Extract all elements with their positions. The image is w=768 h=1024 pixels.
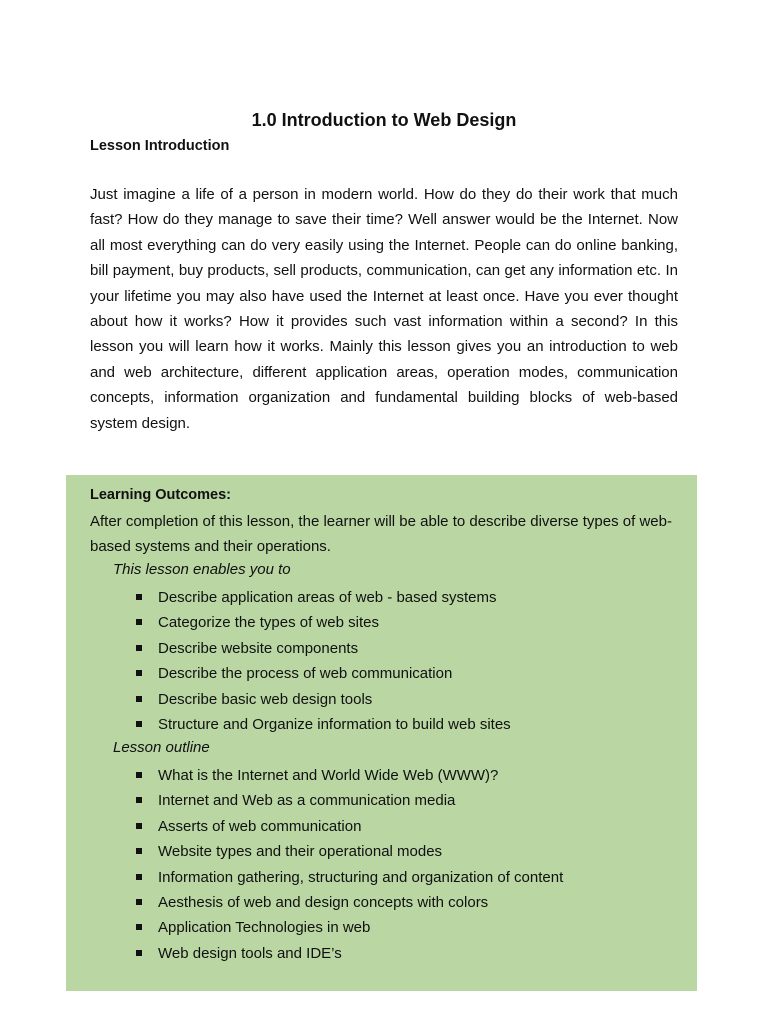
square-bullet-icon: [136, 950, 142, 956]
list-item-text: Categorize the types of web sites: [158, 614, 379, 632]
square-bullet-icon: [136, 721, 142, 727]
square-bullet-icon: [136, 696, 142, 702]
list-item-text: What is the Internet and World Wide Web (WWW)?: [158, 767, 499, 784]
learning-outcomes-box: [66, 475, 697, 991]
list-item: [136, 585, 511, 610]
list-item-text: Internet and Web as a communication media: [158, 792, 456, 810]
square-bullet-icon: [136, 670, 142, 676]
outcomes-heading: Learning Outcomes:: [90, 487, 231, 503]
square-bullet-icon: [136, 594, 142, 600]
list-item: [136, 814, 563, 839]
list-item: [136, 712, 511, 737]
section-heading: Lesson Introduction: [90, 138, 230, 154]
square-bullet-icon: [136, 797, 142, 803]
list-item: [136, 661, 511, 686]
list-item: [136, 687, 511, 712]
list-item-text: Describe the process of web communication: [158, 665, 453, 683]
list-item-text: Describe website components: [158, 639, 359, 657]
outline-list: [136, 763, 563, 966]
intro-paragraph: Just imagine a life of a person in modern world. How do they do their work that much fast? How do they manage to save their time? Well answer would be the Internet. Now all most everything can do very easily using the Internet. People can do online banking, bill payment, buy products, sell products, communication, can get any information etc. In your lifetime you may also have used the Internet at least once. Have you ever thought about how it works? How it provides such vast information within a second? In this lesson you will learn how it works. Mainly this lesson gives you an introduction to web and web architecture, different application areas, operation modes, communication concepts, information organization and fundamental building blocks of web-based system design.: [90, 186, 678, 432]
list-item-text: Application Technologies in web: [158, 919, 371, 937]
list-item: [136, 941, 563, 966]
square-bullet-icon: [136, 874, 142, 880]
list-item: [136, 890, 563, 915]
outline-heading: Lesson outline: [113, 739, 210, 756]
list-item: [136, 788, 563, 813]
list-item: [136, 610, 511, 635]
outcomes-text: After completion of this lesson, the learner will be able to describe diverse types of web-based systems and their operations.: [90, 513, 672, 556]
list-item-text: Web design tools and IDE’s: [158, 944, 342, 962]
square-bullet-icon: [136, 848, 142, 854]
enables-list: [136, 585, 511, 737]
list-item-text: Describe basic web design tools: [158, 690, 373, 708]
square-bullet-icon: [136, 619, 142, 625]
enables-heading: This lesson enables you to: [113, 561, 291, 578]
list-item: [136, 915, 563, 940]
square-bullet-icon: [136, 899, 142, 905]
list-item: [136, 763, 563, 788]
list-item: [136, 839, 563, 864]
list-item-text: Information gathering, structuring and organization of content: [158, 868, 564, 886]
square-bullet-icon: [136, 924, 142, 930]
list-item-text: Website types and their operational modes: [158, 843, 443, 861]
list-item: [136, 636, 511, 661]
square-bullet-icon: [136, 823, 142, 829]
list-item-text: Structure and Organize information to build web sites: [158, 715, 511, 733]
list-item-text: Aesthesis of web and design concepts with colors: [158, 893, 489, 911]
square-bullet-icon: [136, 645, 142, 651]
list-item-text: Describe application areas of web - based systems: [158, 589, 497, 606]
square-bullet-icon: [136, 772, 142, 778]
list-item: [136, 865, 563, 890]
list-item-text: Asserts of web communication: [158, 817, 362, 835]
page-title: 1.0 Introduction to Web Design: [251, 110, 517, 130]
